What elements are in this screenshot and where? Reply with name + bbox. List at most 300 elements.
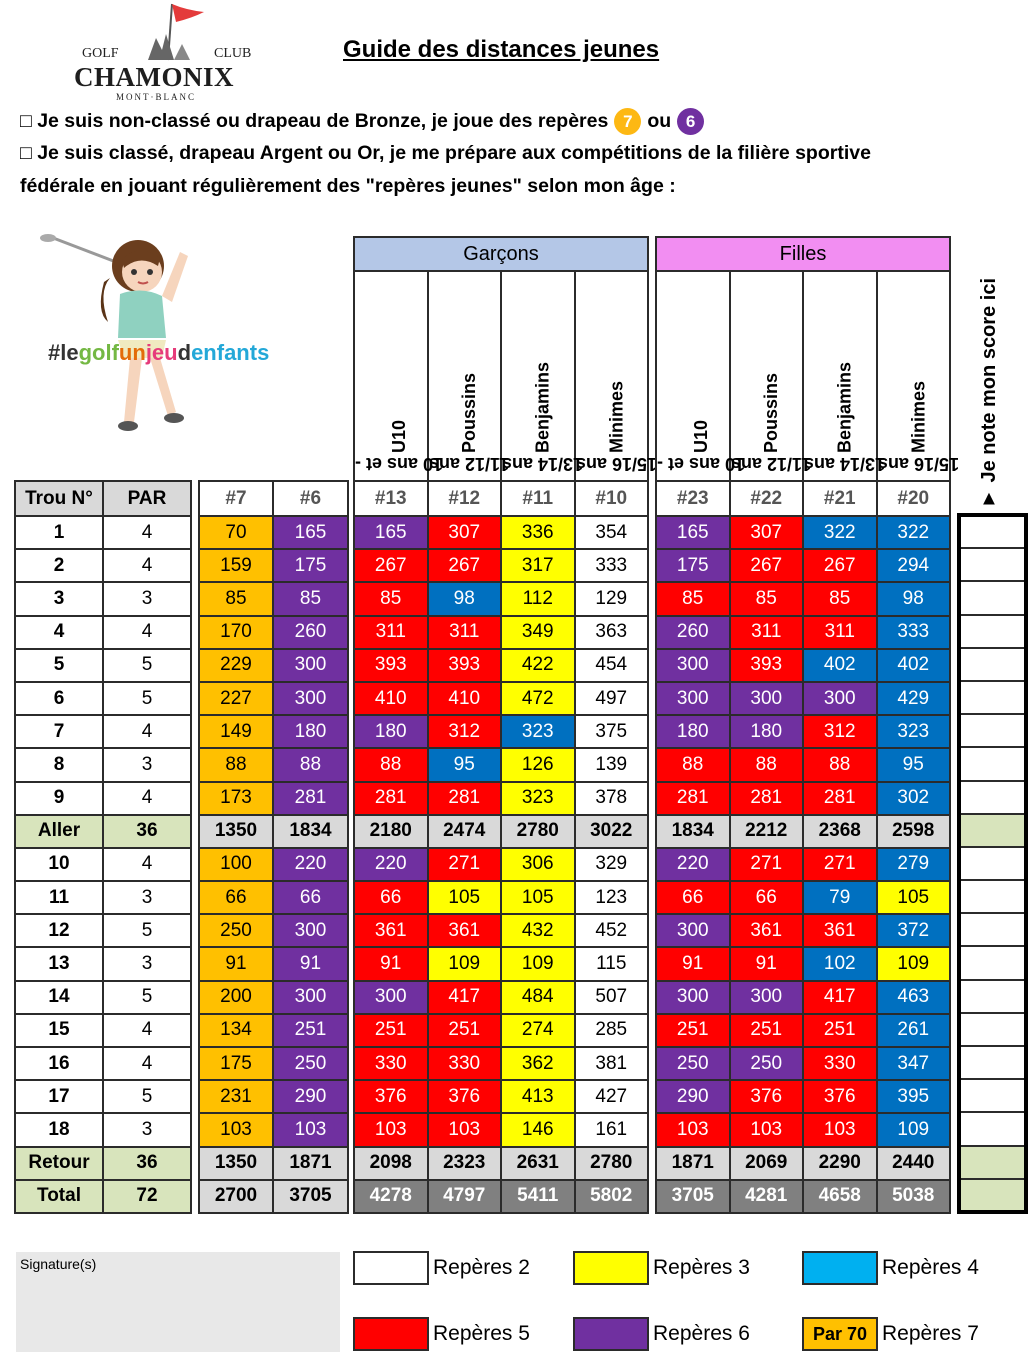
tee-7-distance: 231 [199, 1080, 273, 1113]
boys-distance: 5802 [575, 1180, 649, 1213]
boys-distance: 375 [575, 715, 649, 748]
hole-par: 4 [103, 1047, 191, 1080]
girls-distance: 311 [730, 616, 804, 649]
legend-swatch [573, 1317, 649, 1351]
girls-row [656, 1014, 950, 1047]
hole-par: 4 [103, 715, 191, 748]
boys-distance: 4797 [428, 1180, 502, 1213]
girls-distance: 85 [803, 582, 877, 615]
girls-category-name: U10 [691, 419, 712, 453]
hole-number: Aller [15, 815, 103, 848]
girls-distance: 95 [877, 748, 951, 781]
boys-row [354, 516, 648, 549]
boys-distance: 126 [501, 748, 575, 781]
legend-swatch [802, 1251, 878, 1285]
base-row [199, 649, 348, 682]
holes-table [14, 480, 192, 1214]
boys-distance: 361 [354, 914, 428, 947]
boys-row [354, 748, 648, 781]
boys-row [354, 715, 648, 748]
legend-swatch [353, 1251, 429, 1285]
girls-distance: 347 [877, 1047, 951, 1080]
girls-distance: 361 [730, 914, 804, 947]
girls-tee-header-1: #23 [656, 481, 730, 516]
boys-distance: 251 [354, 1014, 428, 1047]
boys-row [354, 1047, 648, 1080]
boys-distance: 98 [428, 582, 502, 615]
boys-distance: 432 [501, 914, 575, 947]
boys-distance: 95 [428, 748, 502, 781]
tee-7-distance: 250 [199, 914, 273, 947]
tee-6-distance: 300 [273, 649, 348, 682]
girls-category-age: 15/16 ans [877, 454, 959, 474]
girls-distance: 402 [803, 649, 877, 682]
girls-distance: 79 [803, 881, 877, 914]
girls-distance: 323 [877, 715, 951, 748]
girls-category-2 [730, 271, 811, 481]
girls-distance: 2368 [803, 815, 877, 848]
tee-7-distance: 103 [199, 1113, 273, 1146]
girls-row [656, 1047, 950, 1080]
girls-distance: 294 [877, 549, 951, 582]
girls-row [656, 715, 950, 748]
score-cell[interactable] [959, 814, 1026, 847]
tee-7-header: #7 [199, 481, 273, 516]
boys-distance: 129 [575, 582, 649, 615]
base-row [199, 1113, 348, 1146]
score-row [959, 781, 1026, 814]
base-tees-table [198, 480, 349, 1214]
tee-6-distance: 66 [273, 881, 348, 914]
hole-number: Retour [15, 1147, 103, 1180]
score-row [959, 515, 1026, 548]
girls-distance: 300 [656, 914, 730, 947]
boys-distance: 393 [354, 649, 428, 682]
hole-number: 1 [15, 516, 103, 549]
base-row [199, 549, 348, 582]
signature-box[interactable] [16, 1252, 340, 1352]
badge-6: 6 [677, 108, 704, 135]
score-cell[interactable] [959, 681, 1026, 714]
hole-number: 17 [15, 1080, 103, 1113]
hole-row [15, 914, 191, 947]
boys-distance: 165 [354, 516, 428, 549]
girls-tee-header-3: #21 [803, 481, 877, 516]
score-cell[interactable] [959, 1146, 1026, 1179]
base-row [199, 616, 348, 649]
boys-category-name: Poussins [458, 372, 479, 453]
girls-distance: 102 [803, 947, 877, 980]
tee-6-distance: 165 [273, 516, 348, 549]
girls-category-name: Benjamins [834, 361, 855, 453]
base-row [199, 516, 348, 549]
girls-distance: 98 [877, 582, 951, 615]
base-row [199, 914, 348, 947]
tee-7-distance: 2700 [199, 1180, 273, 1213]
girls-row [656, 649, 950, 682]
boys-category-age: 11/12 ans [428, 454, 509, 474]
hole-number: 12 [15, 914, 103, 947]
boys-distance: 311 [354, 616, 428, 649]
boys-distance: 330 [354, 1047, 428, 1080]
hole-number: 3 [15, 582, 103, 615]
girls-distance: 302 [877, 782, 951, 815]
score-row [959, 1179, 1026, 1212]
girls-distance: 271 [730, 848, 804, 881]
score-cell[interactable] [959, 1046, 1026, 1079]
hole-number: Total [15, 1180, 103, 1213]
score-row [959, 880, 1026, 913]
girls-distance: 300 [656, 682, 730, 715]
girls-row [656, 516, 950, 549]
score-arrow-icon: ▼ [978, 488, 1000, 510]
boys-distance: 329 [575, 848, 649, 881]
girls-distance: 103 [656, 1113, 730, 1146]
girls-distance: 109 [877, 1113, 951, 1146]
boys-distance: 497 [575, 682, 649, 715]
score-row [959, 913, 1026, 946]
girls-distance: 372 [877, 914, 951, 947]
boys-distance: 306 [501, 848, 575, 881]
girls-distance: 261 [877, 1014, 951, 1047]
girls-row [656, 1180, 950, 1213]
hole-number: 14 [15, 981, 103, 1014]
boys-distance: 274 [501, 1014, 575, 1047]
girls-category-3 [803, 271, 886, 481]
legend-label: Repères 4 [882, 1256, 979, 1279]
boys-tee-header-3: #11 [501, 481, 575, 516]
boys-distance: 2474 [428, 815, 502, 848]
hole-row [15, 1113, 191, 1146]
tee-6-distance: 220 [273, 848, 348, 881]
girls-distance: 361 [803, 914, 877, 947]
hole-row [15, 782, 191, 815]
intro-line-3: fédérale en jouant régulièrement des "repères jeunes" selon mon âge : [20, 175, 676, 197]
girls-distance: 267 [730, 549, 804, 582]
girls-distance: 1871 [656, 1147, 730, 1180]
score-row [959, 946, 1026, 979]
hole-par: 3 [103, 748, 191, 781]
boys-group-header: Garçons [354, 237, 648, 271]
boys-distance: 251 [428, 1014, 502, 1047]
boys-distance: 323 [501, 715, 575, 748]
hole-number: 9 [15, 782, 103, 815]
boys-distance: 417 [428, 981, 502, 1014]
girls-distance: 1834 [656, 815, 730, 848]
tee-6-distance: 250 [273, 1047, 348, 1080]
base-row [199, 1047, 348, 1080]
intro-line-2: □ Je suis classé, drapeau Argent ou Or, je me prépare aux compétitions de la filière sportive [20, 142, 871, 164]
score-cell[interactable] [959, 548, 1026, 581]
hole-row [15, 748, 191, 781]
boys-distance: 91 [354, 947, 428, 980]
page-title: Guide des distances jeunes [343, 36, 660, 63]
boys-distance: 349 [501, 616, 575, 649]
girls-distance: 281 [803, 782, 877, 815]
boys-row [354, 848, 648, 881]
boys-distance: 2780 [575, 1147, 649, 1180]
hashtag-part-d: d [177, 340, 192, 365]
score-row [959, 1013, 1026, 1046]
score-cell[interactable] [959, 1112, 1026, 1145]
girls-distance: 2069 [730, 1147, 804, 1180]
boys-distance: 115 [575, 947, 649, 980]
hole-row [15, 881, 191, 914]
score-cell[interactable] [959, 581, 1026, 614]
boys-row [354, 1113, 648, 1146]
boys-distance: 267 [428, 549, 502, 582]
hole-par: 3 [103, 947, 191, 980]
girls-distance: 88 [656, 748, 730, 781]
boys-distance: 381 [575, 1047, 649, 1080]
score-cell[interactable] [959, 515, 1026, 548]
boys-distance: 410 [428, 682, 502, 715]
girls-distance: 300 [730, 981, 804, 1014]
girls-distance: 85 [656, 582, 730, 615]
boys-distance: 109 [428, 947, 502, 980]
boys-tee-header-1: #13 [354, 481, 428, 516]
boys-distance: 4278 [354, 1180, 428, 1213]
girls-row [656, 1147, 950, 1180]
boys-distance: 454 [575, 649, 649, 682]
boys-distance: 161 [575, 1113, 649, 1146]
base-row [199, 1180, 348, 1213]
girls-distance: 300 [656, 649, 730, 682]
tee-6-distance: 180 [273, 715, 348, 748]
base-row [199, 782, 348, 815]
boys-category-2 [428, 271, 509, 481]
hole-row [15, 848, 191, 881]
logo-golf-text: GOLF [82, 46, 119, 61]
hole-par: 4 [103, 549, 191, 582]
score-cell[interactable] [959, 847, 1026, 880]
boys-row [354, 1014, 648, 1047]
hole-number: 11 [15, 881, 103, 914]
girls-distance: 300 [656, 981, 730, 1014]
score-cell[interactable] [959, 1079, 1026, 1112]
hole-number: 5 [15, 649, 103, 682]
girls-distance: 175 [656, 549, 730, 582]
boys-distance: 307 [428, 516, 502, 549]
tee-7-distance: 91 [199, 947, 273, 980]
girls-distance: 180 [730, 715, 804, 748]
girls-distance: 2440 [877, 1147, 951, 1180]
boys-row [354, 881, 648, 914]
tee-6-distance: 1834 [273, 815, 348, 848]
hole-par: 4 [103, 782, 191, 815]
score-row [959, 548, 1026, 581]
hole-par: 5 [103, 682, 191, 715]
tee-7-distance: 1350 [199, 815, 273, 848]
girls-row [656, 815, 950, 848]
score-cell[interactable] [959, 913, 1026, 946]
logo-club-text: CLUB [214, 46, 252, 61]
score-cell[interactable] [959, 648, 1026, 681]
girls-distance: 85 [730, 582, 804, 615]
base-row [199, 947, 348, 980]
tee-6-distance: 103 [273, 1113, 348, 1146]
score-table [957, 513, 1028, 1214]
girls-row [656, 582, 950, 615]
boys-distance: 85 [354, 582, 428, 615]
girls-distance: 2598 [877, 815, 951, 848]
boys-category-1 [354, 271, 444, 481]
tee-6-distance: 88 [273, 748, 348, 781]
hole-par: 3 [103, 582, 191, 615]
score-row [959, 814, 1026, 847]
girls-row [656, 616, 950, 649]
boys-category-name: Minimes [606, 380, 627, 453]
boys-distance: 105 [428, 881, 502, 914]
hashtag-part-golf: golf [78, 340, 119, 365]
girls-distance: 2290 [803, 1147, 877, 1180]
hashtag-part-un: un [118, 340, 146, 365]
boys-distance: 139 [575, 748, 649, 781]
tee-6-distance: 300 [273, 914, 348, 947]
legend-swatch [573, 1251, 649, 1285]
legend-item [573, 1251, 750, 1285]
boys-distance: 2780 [501, 815, 575, 848]
boys-row [354, 549, 648, 582]
score-row [959, 615, 1026, 648]
score-cell[interactable] [959, 946, 1026, 979]
boys-distance: 123 [575, 881, 649, 914]
girls-distance: 103 [803, 1113, 877, 1146]
girls-distance: 103 [730, 1113, 804, 1146]
boys-category-name: Benjamins [532, 361, 553, 453]
tee-7-distance: 175 [199, 1047, 273, 1080]
girls-distance: 251 [656, 1014, 730, 1047]
girls-row [656, 981, 950, 1014]
girls-distance: 307 [730, 516, 804, 549]
girls-distance: 105 [877, 881, 951, 914]
tee-7-distance: 149 [199, 715, 273, 748]
boys-distance: 354 [575, 516, 649, 549]
boys-distance: 112 [501, 582, 575, 615]
girls-distance: 300 [803, 682, 877, 715]
girls-distance: 417 [803, 981, 877, 1014]
boys-row [354, 616, 648, 649]
girls-distance: 165 [656, 516, 730, 549]
boys-distance: 109 [501, 947, 575, 980]
girls-distance: 330 [803, 1047, 877, 1080]
score-cell[interactable] [959, 747, 1026, 780]
score-row [959, 980, 1026, 1013]
boys-distance: 103 [354, 1113, 428, 1146]
score-cell[interactable] [959, 880, 1026, 913]
legend-swatch: Par 70 [802, 1317, 878, 1351]
tee-7-distance: 100 [199, 848, 273, 881]
girls-distance: 376 [803, 1080, 877, 1113]
girls-row [656, 782, 950, 815]
boys-row [354, 981, 648, 1014]
hole-row [15, 1147, 191, 1180]
hole-number: 8 [15, 748, 103, 781]
boys-distance: 2098 [354, 1147, 428, 1180]
score-cell[interactable] [959, 980, 1026, 1013]
score-row [959, 1112, 1026, 1145]
boys-distance: 2180 [354, 815, 428, 848]
girls-distance: 88 [803, 748, 877, 781]
boys-distance: 363 [575, 616, 649, 649]
boys-distance: 336 [501, 516, 575, 549]
score-label [966, 240, 1016, 510]
boys-category-3 [501, 271, 584, 481]
boys-distance: 376 [428, 1080, 502, 1113]
boys-row [354, 815, 648, 848]
boys-distance: 413 [501, 1080, 575, 1113]
boys-distance: 180 [354, 715, 428, 748]
girls-distance: 279 [877, 848, 951, 881]
score-label-text: ▼ Je note mon score ici [978, 277, 1000, 510]
girls-distance: 66 [730, 881, 804, 914]
girls-tee-header-2: #22 [730, 481, 804, 516]
boys-distance: 507 [575, 981, 649, 1014]
girls-distance: 271 [803, 848, 877, 881]
base-row [199, 748, 348, 781]
score-cell[interactable] [959, 1013, 1026, 1046]
hole-row [15, 1180, 191, 1213]
girls-distance: 322 [803, 516, 877, 549]
score-row [959, 1079, 1026, 1112]
score-cell[interactable] [959, 714, 1026, 747]
boys-distance: 88 [354, 748, 428, 781]
boys-row [354, 649, 648, 682]
boys-row [354, 682, 648, 715]
score-cell[interactable] [959, 1179, 1026, 1212]
boys-distance: 103 [428, 1113, 502, 1146]
score-cell[interactable] [959, 781, 1026, 814]
girls-distance: 333 [877, 616, 951, 649]
hole-par: 5 [103, 914, 191, 947]
girls-distance: 4658 [803, 1180, 877, 1213]
tee-6-distance: 91 [273, 947, 348, 980]
score-row [959, 581, 1026, 614]
base-row [199, 1147, 348, 1180]
hashtag [48, 340, 269, 366]
legend-label: Repères 2 [433, 1256, 530, 1279]
legend-item [353, 1317, 530, 1351]
girls-distance: 180 [656, 715, 730, 748]
hole-header: Trou N° [15, 481, 103, 516]
girls-category-age: 13/14 ans [804, 454, 886, 474]
girls-distance: 250 [656, 1047, 730, 1080]
tee-6-header: #6 [273, 481, 348, 516]
hole-row [15, 616, 191, 649]
hole-number: 6 [15, 682, 103, 715]
hole-row [15, 516, 191, 549]
legend-label: Repères 5 [433, 1322, 530, 1345]
hole-par: 5 [103, 1080, 191, 1113]
logo-name-text: CHAMONIX [74, 62, 234, 92]
tee-6-distance: 1871 [273, 1147, 348, 1180]
hole-row [15, 815, 191, 848]
score-cell[interactable] [959, 615, 1026, 648]
legend-label: Repères 3 [653, 1256, 750, 1279]
girls-distance: 88 [730, 748, 804, 781]
tee-7-distance: 173 [199, 782, 273, 815]
tee-6-distance: 175 [273, 549, 348, 582]
boys-distance: 311 [428, 616, 502, 649]
girls-row [656, 848, 950, 881]
boys-distance: 317 [501, 549, 575, 582]
girls-distance: 463 [877, 981, 951, 1014]
girls-row [656, 914, 950, 947]
club-logo [74, 0, 264, 104]
hashtag-part-jeu: jeu [145, 340, 178, 365]
girls-row [656, 881, 950, 914]
girls-distance: 267 [803, 549, 877, 582]
